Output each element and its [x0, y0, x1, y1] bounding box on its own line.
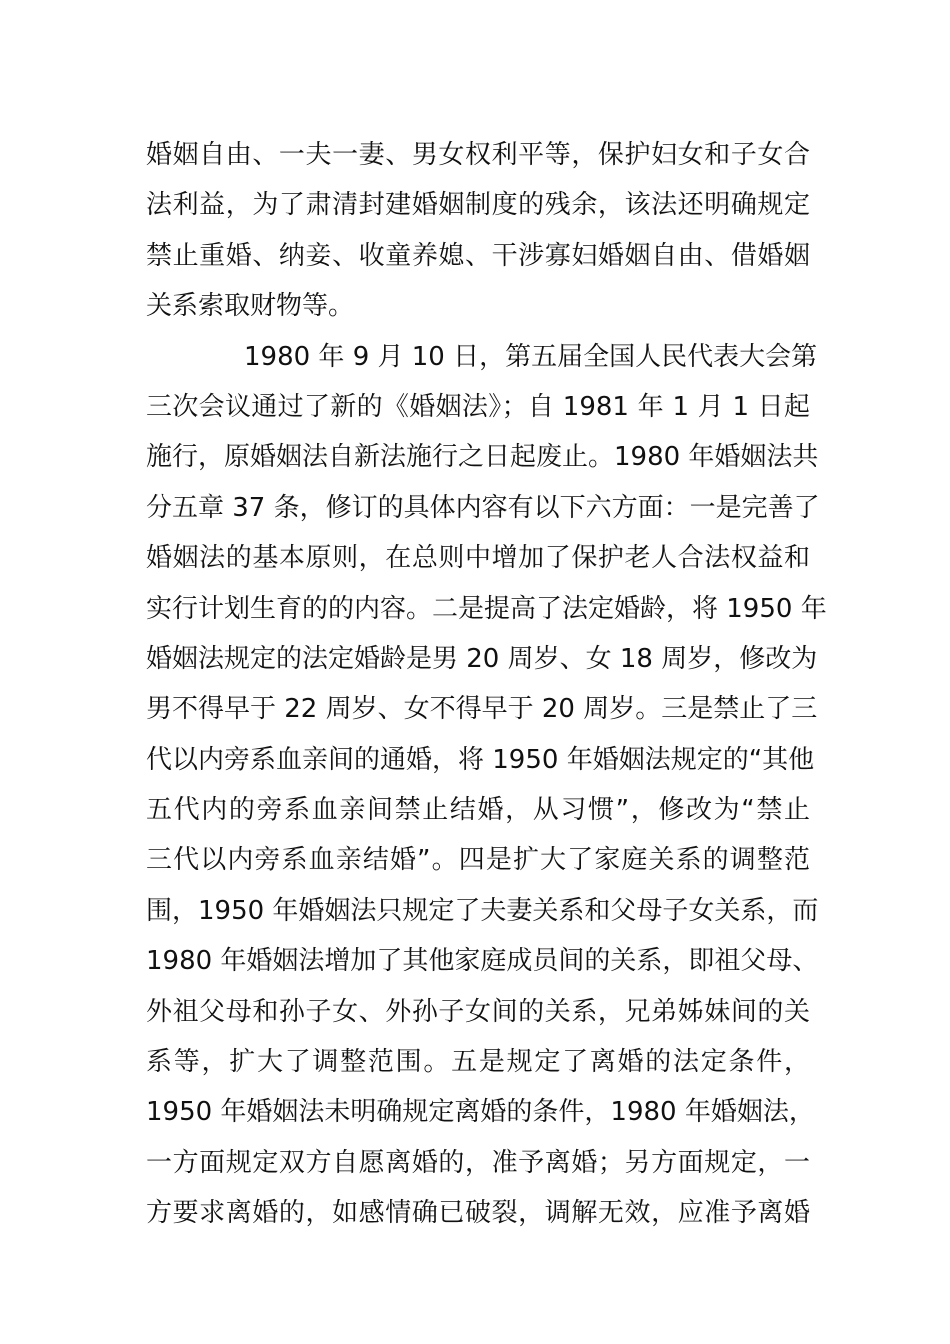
- paragraph-1-line-1: 婚姻自由、一夫一妻、男女权利平等，保护妇女和子女合: [146, 140, 810, 170]
- paragraph-2-line-15: 系等，扩大了调整范围。五是规定了离婚的法定条件，: [146, 1047, 810, 1078]
- paragraph-2-line-1: 1980 年 9 月 10 日，第五届全国人民代表大会第: [244, 341, 818, 372]
- paragraph-2-line-2: 三次会议通过了新的《婚姻法》；自 1981 年 1 月 1 日起: [146, 391, 810, 422]
- paragraph-2-line-8: 男不得早于 22 周岁、女不得早于 20 周岁。三是禁止了三: [146, 694, 818, 725]
- paragraph-2-line-14: 外祖父母和孙子女、外孙子女间的关系，兄弟姊妹间的关: [146, 996, 810, 1027]
- paragraph-1-line-4: 关系索取财物等。: [146, 291, 355, 322]
- paragraph-2-line-11: 三代以内旁系血亲结婚”。四是扩大了家庭关系的调整范: [146, 845, 810, 876]
- paragraph-2-line-10: 五代内的旁系血亲间禁止结婚，从习惯”，修改为“禁止: [146, 795, 810, 826]
- paragraph-2-line-12: 围，1950 年婚姻法只规定了夫妻关系和父母子女关系，而: [146, 895, 819, 926]
- body-text: [146, 130, 827, 1239]
- paragraph-2-line-17: 一方面规定双方自愿离婚的，准予离婚；另方面规定，一: [146, 1147, 810, 1178]
- paragraph-2-line-5: 婚姻法的基本原则，在总则中增加了保护老人合法权益和: [146, 543, 810, 574]
- paragraph-2-line-6: 实行计划生育的的内容。二是提高了法定婚龄，将 1950 年: [146, 593, 827, 624]
- paragraph-2-line-7: 婚姻法规定的法定婚龄是男 20 周岁、女 18 周岁，修改为: [146, 643, 818, 674]
- paragraph-1-line-2: 法利益，为了肃清封建婚姻制度的残余，该法还明确规定: [146, 190, 810, 221]
- paragraph-2-line-4: 分五章 37 条，修订的具体内容有以下六方面：一是完善了: [146, 492, 820, 523]
- paragraph-2-line-3: 施行，原婚姻法自新法施行之日起废止。1980 年婚姻法共: [146, 442, 819, 473]
- paragraph-1-line-3: 禁止重婚、纳妾、收童养媳、干涉寡妇婚姻自由、借婚姻: [146, 240, 810, 271]
- paragraph-2-line-9: 代以内旁系血亲间的通婚，将 1950 年婚姻法规定的“其他: [146, 744, 815, 775]
- paragraph-2-line-18: 方要求离婚的，如感情确已破裂，调解无效，应准予离婚: [146, 1198, 810, 1229]
- paragraph-2-line-16: 1950 年婚姻法未明确规定离婚的条件，1980 年婚姻法，: [146, 1097, 815, 1128]
- paragraph-2-line-13: 1980 年婚姻法增加了其他家庭成员间的关系，即祖父母、: [146, 946, 819, 977]
